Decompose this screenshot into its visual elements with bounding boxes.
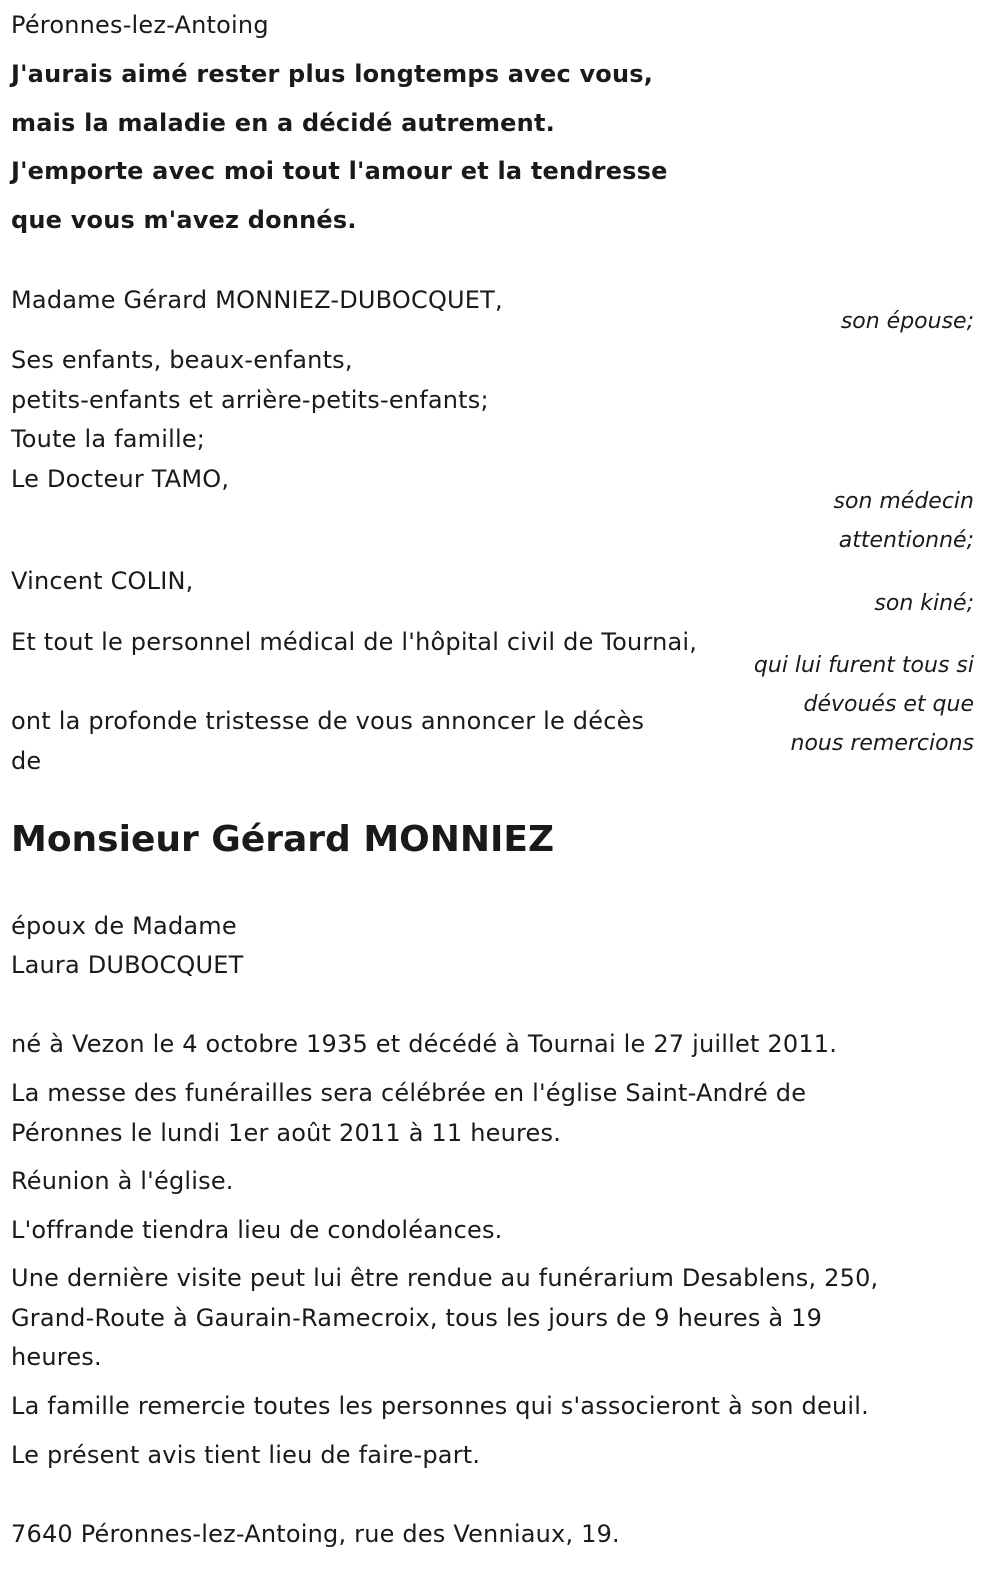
visit-line-3: heures. [11, 1343, 102, 1371]
kine-role: son kiné; [874, 591, 974, 616]
kine-name: Vincent COLIN, [11, 567, 194, 595]
place-heading: Péronnes-lez-Antoing [11, 11, 269, 39]
deceased-name: Monsieur Gérard MONNIEZ [11, 819, 555, 860]
spouse-role: son épouse; [840, 309, 974, 334]
staff-role-line-3: nous remercions [790, 731, 974, 756]
grandchildren-line: petits-enfants et arrière-petits-enfants; [11, 386, 489, 414]
staff-role-line-1: qui lui furent tous si [753, 653, 974, 678]
staff-role-line-2: dévoués et que [803, 692, 974, 717]
notice-line: Le présent avis tient lieu de faire-part. [11, 1441, 481, 1469]
meeting-line: Réunion à l'église. [11, 1167, 234, 1195]
quote-line-3: J'emporte avec moi tout l'amour et la tendresse [11, 157, 668, 185]
mass-line-1: La messe des funérailles sera célébrée en l'église Saint-André de [11, 1079, 807, 1107]
staff-line: Et tout le personnel médical de l'hôpital civil de Tournai, [11, 628, 698, 656]
address-line: 7640 Péronnes-lez-Antoing, rue des Venniaux, 19. [11, 1520, 620, 1548]
visit-line-1: Une dernière visite peut lui être rendue au funérarium Desablens, 250, [11, 1264, 879, 1292]
mass-line-2: Péronnes le lundi 1er août 2011 à 11 heures. [11, 1119, 562, 1147]
offering-line: L'offrande tiendra lieu de condoléances. [11, 1216, 503, 1244]
deceased-spouse-line-1: époux de Madame [11, 912, 237, 940]
family-line: Toute la famille; [11, 425, 206, 453]
quote-line-2: mais la maladie en a décidé autrement. [11, 109, 555, 137]
quote-line-1: J'aurais aimé rester plus longtemps avec vous, [11, 60, 654, 88]
doctor-role-line-1: son médecin [833, 489, 974, 514]
deceased-spouse-line-2: Laura DUBOCQUET [11, 951, 244, 979]
visit-line-2: Grand-Route à Gaurain-Ramecroix, tous les jours de 9 heures à 19 [11, 1304, 823, 1332]
doctor-name: Le Docteur TAMO, [11, 465, 230, 493]
spouse-name: Madame Gérard MONNIEZ-DUBOCQUET, [11, 286, 503, 314]
announce-line-2: de [11, 747, 42, 775]
children-line: Ses enfants, beaux-enfants, [11, 346, 353, 374]
doctor-role-line-2: attentionné; [838, 528, 974, 553]
thanks-line: La famille remercie toutes les personnes qui s'associeront à son deuil. [11, 1392, 869, 1420]
quote-line-4: que vous m'avez donnés. [11, 206, 357, 234]
birth-death-line: né à Vezon le 4 octobre 1935 et décédé à Tournai le 27 juillet 2011. [11, 1030, 838, 1058]
announce-line-1: ont la profonde tristesse de vous annoncer le décès [11, 707, 645, 735]
